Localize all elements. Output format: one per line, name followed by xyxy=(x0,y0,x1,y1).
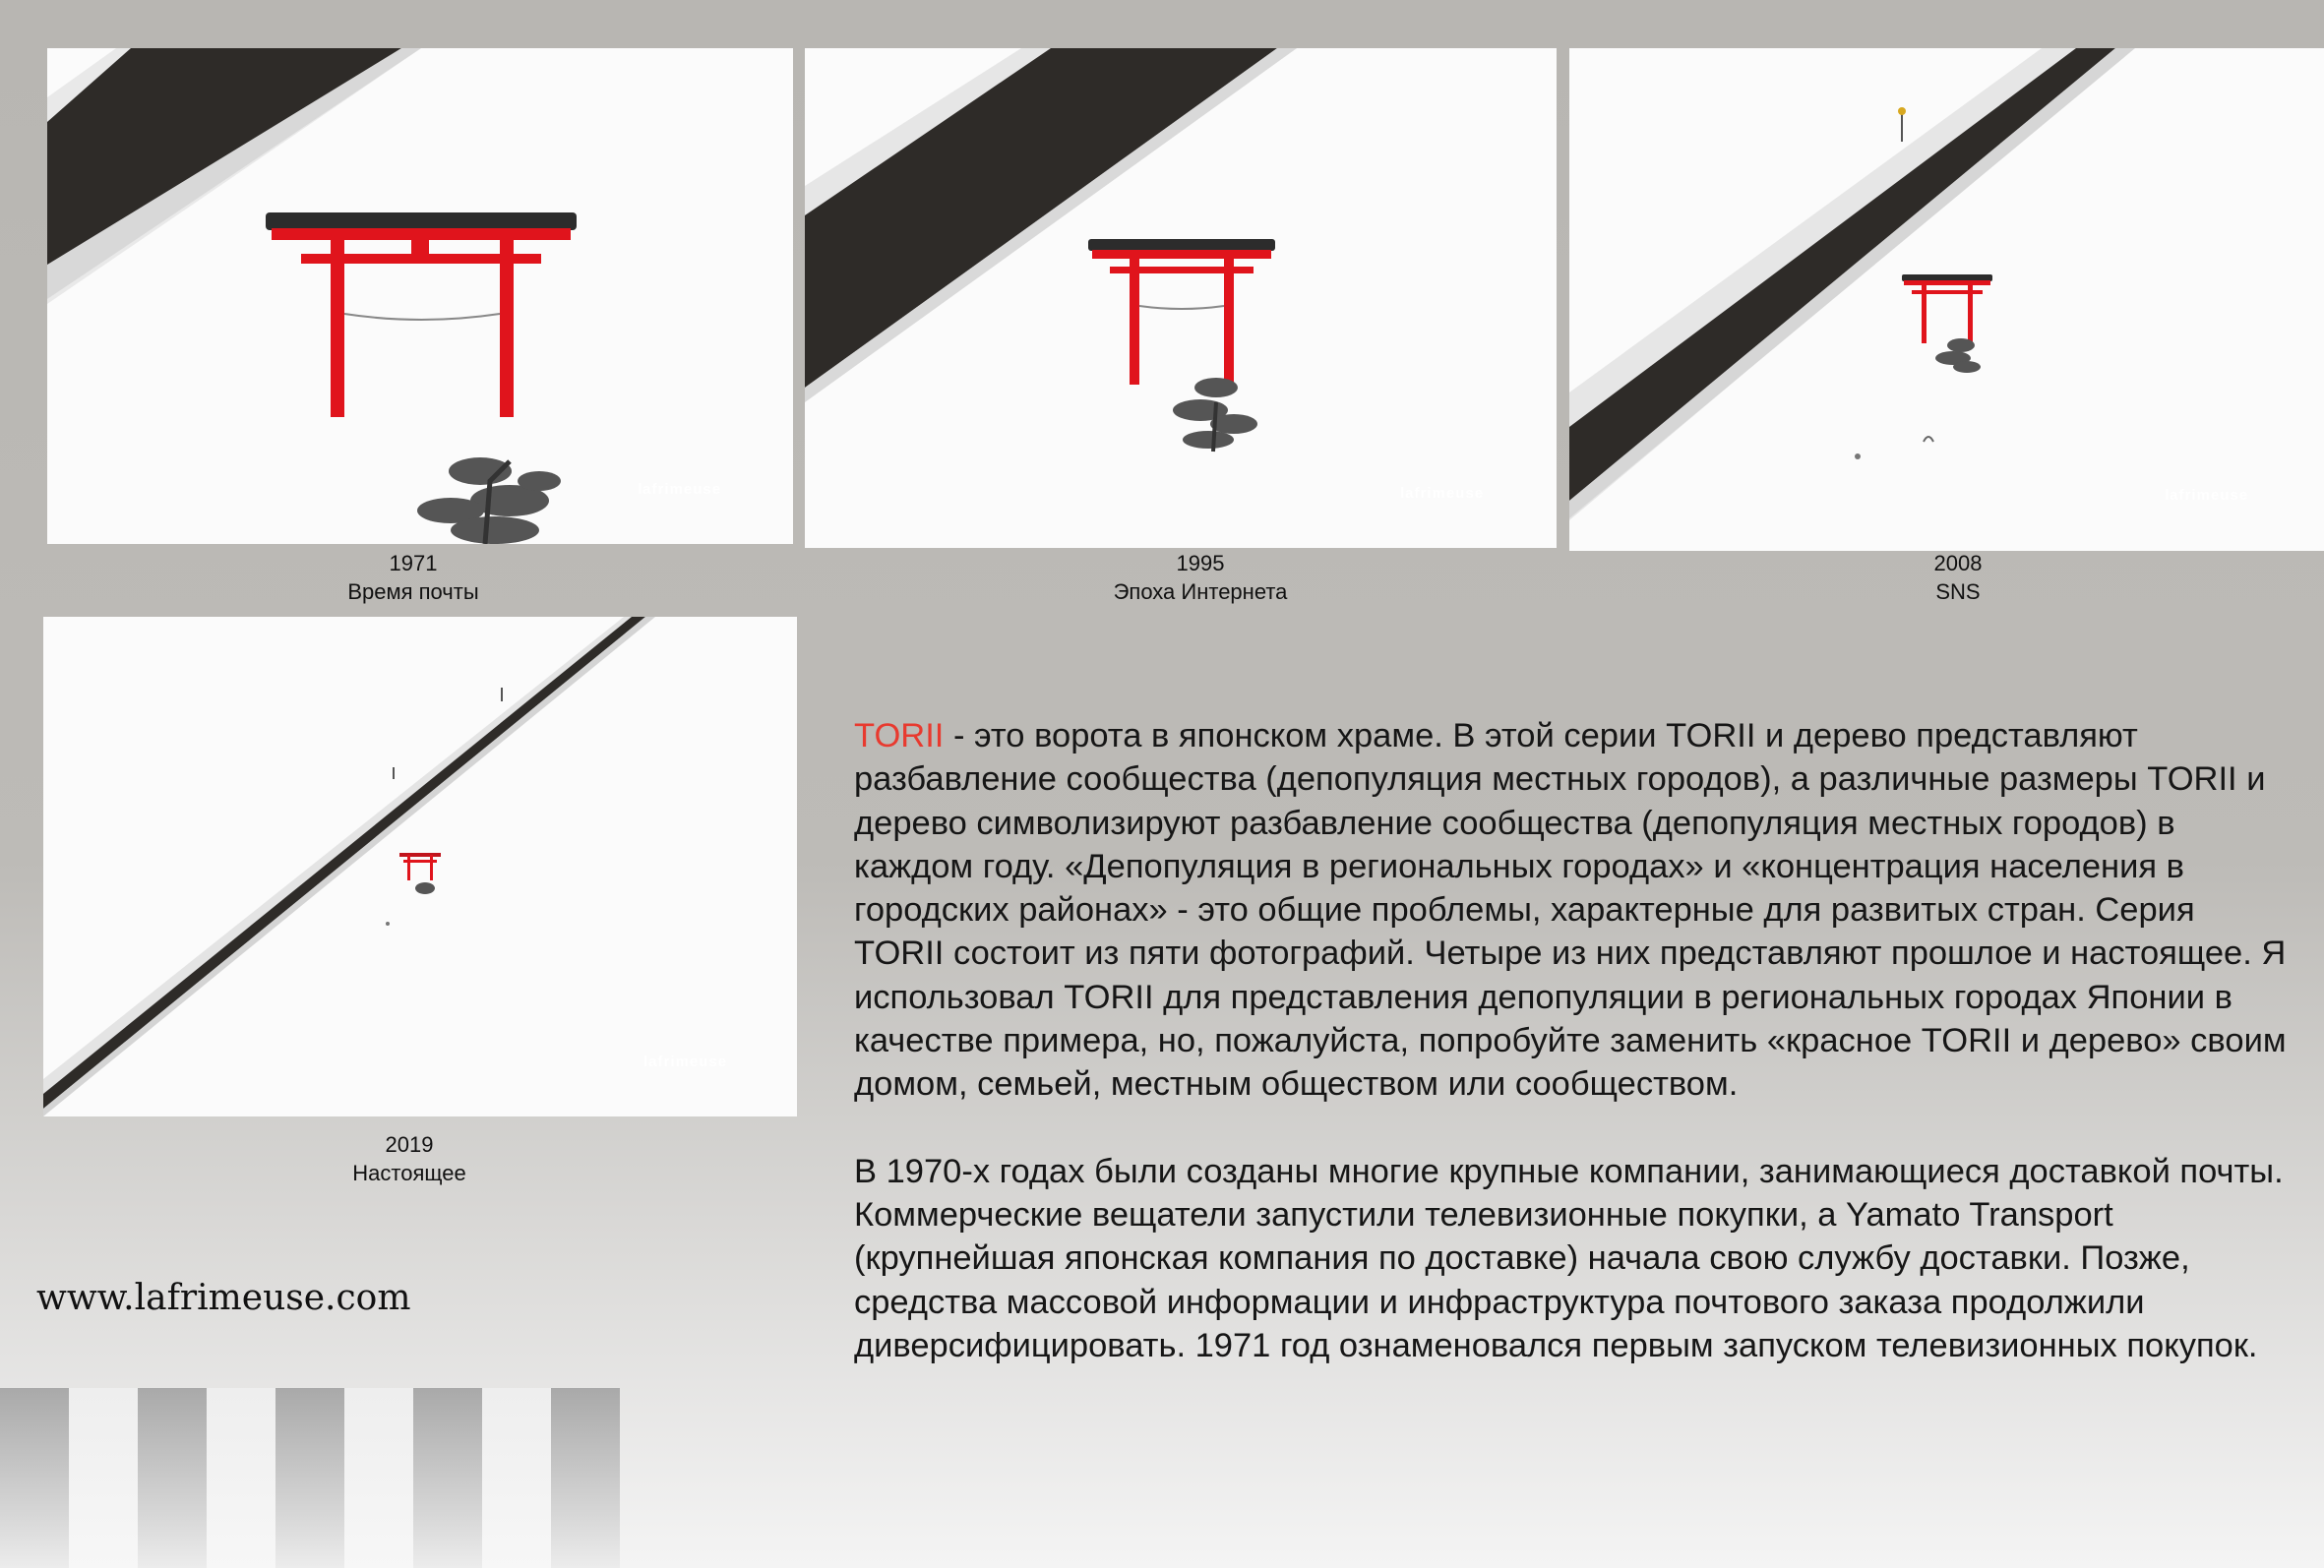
caption-label: Эпоха Интернета xyxy=(1113,579,1288,604)
stripe xyxy=(275,1388,344,1568)
description xyxy=(854,714,2291,1367)
decorative-stripes xyxy=(0,1388,620,1568)
watermark: lafrimeuse xyxy=(638,481,722,498)
torii-photo-2008 xyxy=(1569,48,2324,551)
photo-1971[interactable] xyxy=(47,48,793,544)
caption-label: Время почты xyxy=(347,579,479,604)
stripe xyxy=(482,1388,551,1568)
caption-year: 1971 xyxy=(389,551,438,575)
photo-1995[interactable] xyxy=(805,48,1557,548)
stripe xyxy=(207,1388,275,1568)
caption-2008 xyxy=(1860,549,2056,606)
description-paragraph-1 xyxy=(854,714,2291,1107)
caption-2019 xyxy=(291,1130,527,1187)
torii-photo-1971 xyxy=(47,48,793,544)
watermark: lafrimeuse xyxy=(643,1054,728,1070)
caption-year: 1995 xyxy=(1176,551,1225,575)
stripe xyxy=(551,1388,620,1568)
stripe xyxy=(0,1388,69,1568)
torii-photo-1995 xyxy=(805,48,1557,548)
stripe xyxy=(138,1388,207,1568)
caption-1971 xyxy=(295,549,531,606)
stripe xyxy=(69,1388,138,1568)
caption-label: Настоящее xyxy=(352,1161,466,1185)
caption-1995 xyxy=(1043,549,1358,606)
caption-label: SNS xyxy=(1935,579,1981,604)
torii-accent-word: TORII xyxy=(854,717,945,754)
paragraph-1-text: - это ворота в японском храме. В этой серии TORII и дерево представляют разбавление сообщества (депопуляция местных городов), а различные размеры TORII и дерево символизируют разбавление сообщества (депопуляция местных городов) в каждом году. «Депопуляция в региональных городах» и «концентрация населения в городских районах» - это общие проблемы, характерные для развитых стран. Серия TORII состоит из пяти фотографий. Четыре из них представляют прошлое и настоящее. Я использовал TORII для представления депопуляции в региональных городах Японии в качестве примера, но, пожалуйста, попробуйте заменить «красное TORII и дерево» своим домом, семьей, местным обществом или сообществом. xyxy=(854,717,2287,1104)
photo-2008[interactable] xyxy=(1569,48,2324,551)
watermark: lafrimeuse xyxy=(1400,485,1485,502)
caption-year: 2008 xyxy=(1933,551,1983,575)
stripe xyxy=(413,1388,482,1568)
photo-2019[interactable] xyxy=(43,617,797,1116)
stripe xyxy=(344,1388,413,1568)
caption-year: 2019 xyxy=(385,1132,434,1157)
description-paragraph-2: В 1970-х годах были созданы многие крупные компании, занимающиеся доставкой почты. Коммерческие вещатели запустили телевизионные покупки, а Yamato Transport (крупнейшая японская компания по доставке) начала свою службу доставки. Позже, средства массовой информации и инфраструктура почтового заказа продолжили диверсифицировать. 1971 год ознаменовался первым запуском телевизионных покупок. xyxy=(854,1152,2284,1364)
website-link[interactable]: www.lafrimeuse.com xyxy=(36,1278,411,1318)
watermark: lafrimeuse xyxy=(2165,487,2249,504)
torii-photo-2019 xyxy=(43,617,797,1116)
